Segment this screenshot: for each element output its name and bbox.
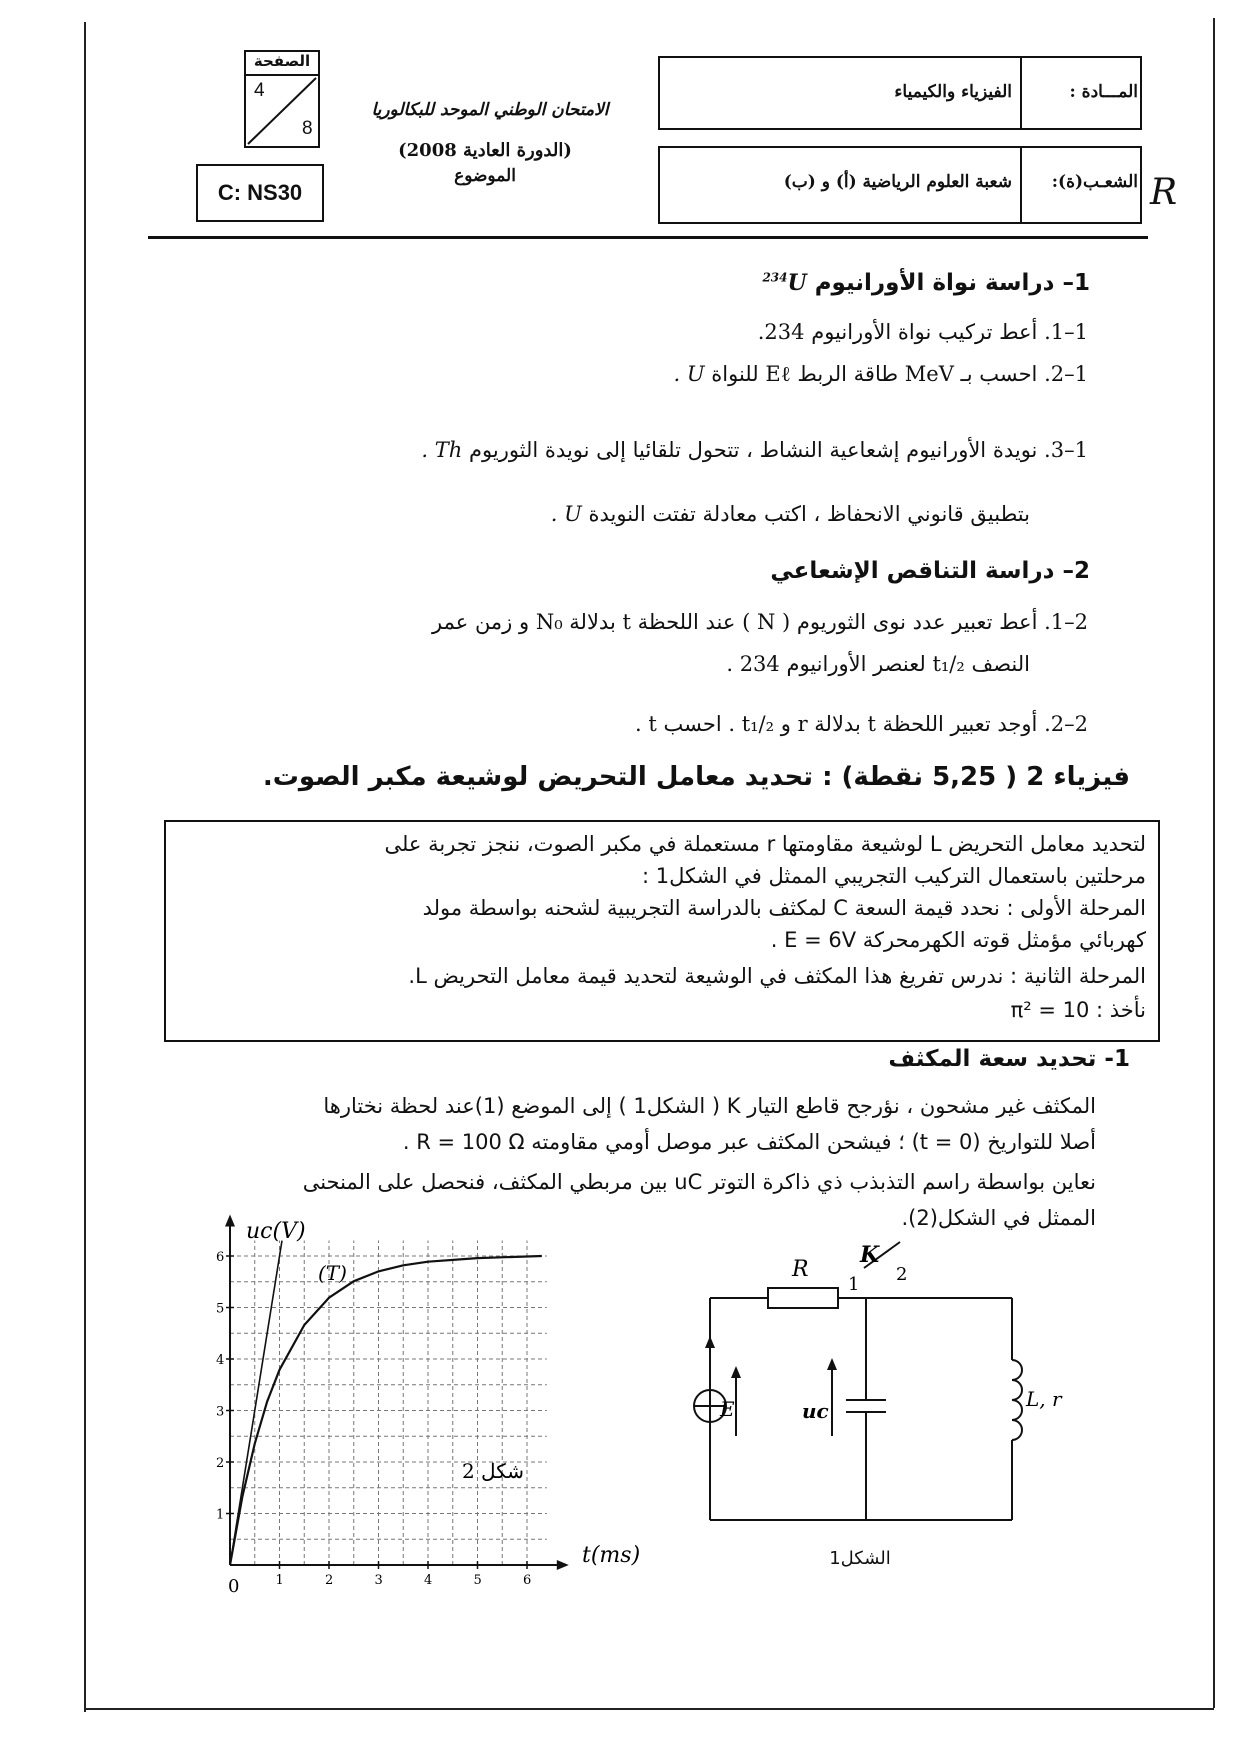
resistor-R	[768, 1288, 838, 1308]
y-tick-label: 4	[216, 1353, 225, 1368]
branch-value: شعبة العلوم الرياضية (أ) و (ب)	[783, 172, 1012, 192]
y-tick-label: 6	[216, 1250, 225, 1265]
q1-3	[200, 438, 1088, 462]
q2-2: 2–2. أوجد تعبير اللحظة t بدلالة r و t₁/₂ . احسب t .	[635, 712, 1088, 736]
y-tick-label: 2	[216, 1456, 225, 1471]
q1-3b-text: بتطبيق قانوني الانحفاظ ، اكتب معادلة تفتت النويدة	[588, 502, 1030, 526]
part1-title-text: 1– دراسة نواة الأورانيوم	[814, 270, 1090, 296]
figure1-circuit	[680, 1240, 1100, 1540]
subject-label: المـــادة :	[1069, 82, 1138, 102]
y-tick-label: 3	[216, 1404, 225, 1420]
x-tick-label: 5	[473, 1573, 482, 1588]
section1-title: 1- تحديد سعة المكثف	[888, 1046, 1130, 1072]
chart-y-axis-label: uc(V)	[246, 1219, 306, 1244]
chart-grid	[230, 1241, 547, 1565]
figure1-caption: الشكل1	[829, 1548, 891, 1569]
exam-session: (الدورة العادية 2008)	[398, 140, 572, 161]
x-axis-arrowhead	[557, 1560, 569, 1570]
coil-L	[1012, 1360, 1022, 1440]
section1-p3: نعاين بواسطة راسم التذبذب ذي ذاكرة التوتر uC بين مربطي المكثف، فنحصل على المنحنى	[302, 1170, 1096, 1194]
q1-3b-nucleus: U .	[550, 502, 582, 526]
uranium-symbol: $^{234}$U	[762, 270, 807, 296]
physics2-title: فيزياء 2 ( 5,25 نقطة) : تحديد معامل التحريض لوشيعة مكبر الصوت.	[262, 762, 1130, 792]
chart-tangent-label: (T)	[318, 1261, 347, 1285]
arrowhead-E	[731, 1366, 741, 1378]
part2-title: 2– دراسة التناقص الإشعاعي	[770, 558, 1090, 584]
subject-divider	[1020, 58, 1022, 128]
arrowhead-current	[705, 1336, 715, 1348]
label-R: R	[792, 1257, 809, 1282]
margin-mark: R	[1150, 172, 1178, 213]
series-tangent-line	[230, 1241, 282, 1565]
section1-p2: أصلا للتواريخ (t = 0) ؛ فيشحن المكثف عبر موصل أومي مقاومته R = 100 Ω .	[402, 1130, 1096, 1154]
section1-p1: المكثف غير مشحون ، نؤرجح قاطع التيار K ( الشكل1 ) إلى الموضع (1)عند لحظة نختارها	[323, 1094, 1096, 1118]
exam-code-box	[196, 164, 324, 222]
label-E: E	[720, 1397, 735, 1421]
intro-box	[164, 820, 1160, 1042]
branch-box	[658, 146, 1142, 224]
branch-divider	[1020, 148, 1022, 222]
q1-3-text: 1–3. نويدة الأورانيوم إشعاعية النشاط ، تتحول تلقائيا إلى نويدة الثوريوم	[469, 438, 1088, 462]
intro-line2: مرحلتين باستعمال التركيب التجريبي الممثل في الشكل1 :	[642, 864, 1146, 888]
part1-title	[640, 270, 1090, 296]
chart-origin-label: 0	[228, 1576, 240, 1597]
page-number-box	[244, 50, 320, 148]
intro-line1: لتحديد معامل التحريض L لوشيعة مقاومتها r مستعملة في مكبر الصوت، ننجز تجربة على	[384, 832, 1146, 856]
q1-3b	[440, 502, 1030, 526]
intro-line6: نأخذ : π² = 10	[1010, 998, 1146, 1022]
q2-1b: النصف t₁/₂ لعنصر الأورانيوم 234 .	[726, 652, 1030, 676]
intro-line3: المرحلة الأولى : نحدد قيمة السعة C لمكثف بالدراسة التجريبية لشحنه بواسطة مولد	[422, 896, 1146, 920]
section1-p4: الممثل في الشكل(2).	[901, 1206, 1096, 1230]
x-tick-label: 1	[275, 1573, 284, 1588]
intro-line4: كهربائي مؤمثل قوته الكهرمحركة E = 6V .	[770, 928, 1146, 952]
header-rule	[148, 236, 1148, 239]
exam-title: الامتحان الوطني الموحد للبكالوريا	[371, 100, 609, 120]
y-tick-label: 1	[216, 1507, 225, 1523]
page-label: الصفحة	[246, 52, 318, 76]
chart-ticks	[216, 1250, 531, 1588]
q1-2-nucleus: U .	[673, 362, 705, 386]
page-current: 4	[254, 80, 265, 101]
chart-x-axis-label: t(ms)	[582, 1543, 641, 1568]
label-K: K	[860, 1242, 880, 1268]
y-tick-label: 5	[216, 1301, 225, 1317]
label-uc: uc	[802, 1399, 829, 1423]
x-tick-label: 2	[325, 1573, 334, 1588]
chart-caption: شكل 2	[461, 1459, 524, 1483]
arrowhead-uc	[827, 1358, 837, 1370]
label-pos1: 1	[848, 1274, 860, 1295]
subject-value: الفيزياء والكيمياء	[894, 82, 1012, 102]
label-Lr: L, r	[1026, 1387, 1062, 1411]
chart-series	[230, 1241, 542, 1565]
page-bottom-border	[84, 1708, 1214, 1710]
label-pos2: 2	[896, 1264, 908, 1285]
thorium-symbol: Th .	[421, 438, 463, 462]
page-right-border	[1213, 18, 1215, 1708]
x-tick-label: 3	[374, 1573, 383, 1588]
branch-label: الشعـب(ة):	[1051, 172, 1138, 192]
q2-1: 2–1. أعط تعبير عدد نوى الثوريوم ( N ) عند اللحظة t بدلالة N₀ و زمن عمر	[432, 610, 1088, 634]
y-axis-arrowhead	[225, 1215, 235, 1227]
figure2-chart	[200, 1210, 641, 1600]
x-tick-label: 6	[523, 1573, 532, 1588]
page-total: 8	[302, 118, 313, 139]
x-tick-label: 4	[424, 1573, 433, 1588]
subject-box	[658, 56, 1142, 130]
page-left-border	[84, 22, 86, 1712]
q1-1: 1–1. أعط تركيب نواة الأورانيوم 234.	[757, 320, 1088, 344]
exam-code: C: NS30	[217, 180, 303, 205]
intro-line5: المرحلة الثانية : ندرس تفريغ هذا المكثف في الوشيعة لتحديد قيمة معامل التحريض L.	[408, 964, 1146, 988]
q1-2-text: 1–2. احسب بـ MeV طاقة الربط Eℓ للنواة	[711, 362, 1088, 386]
exam-topic: الموضوع	[454, 166, 516, 186]
q1-2	[420, 362, 1088, 387]
